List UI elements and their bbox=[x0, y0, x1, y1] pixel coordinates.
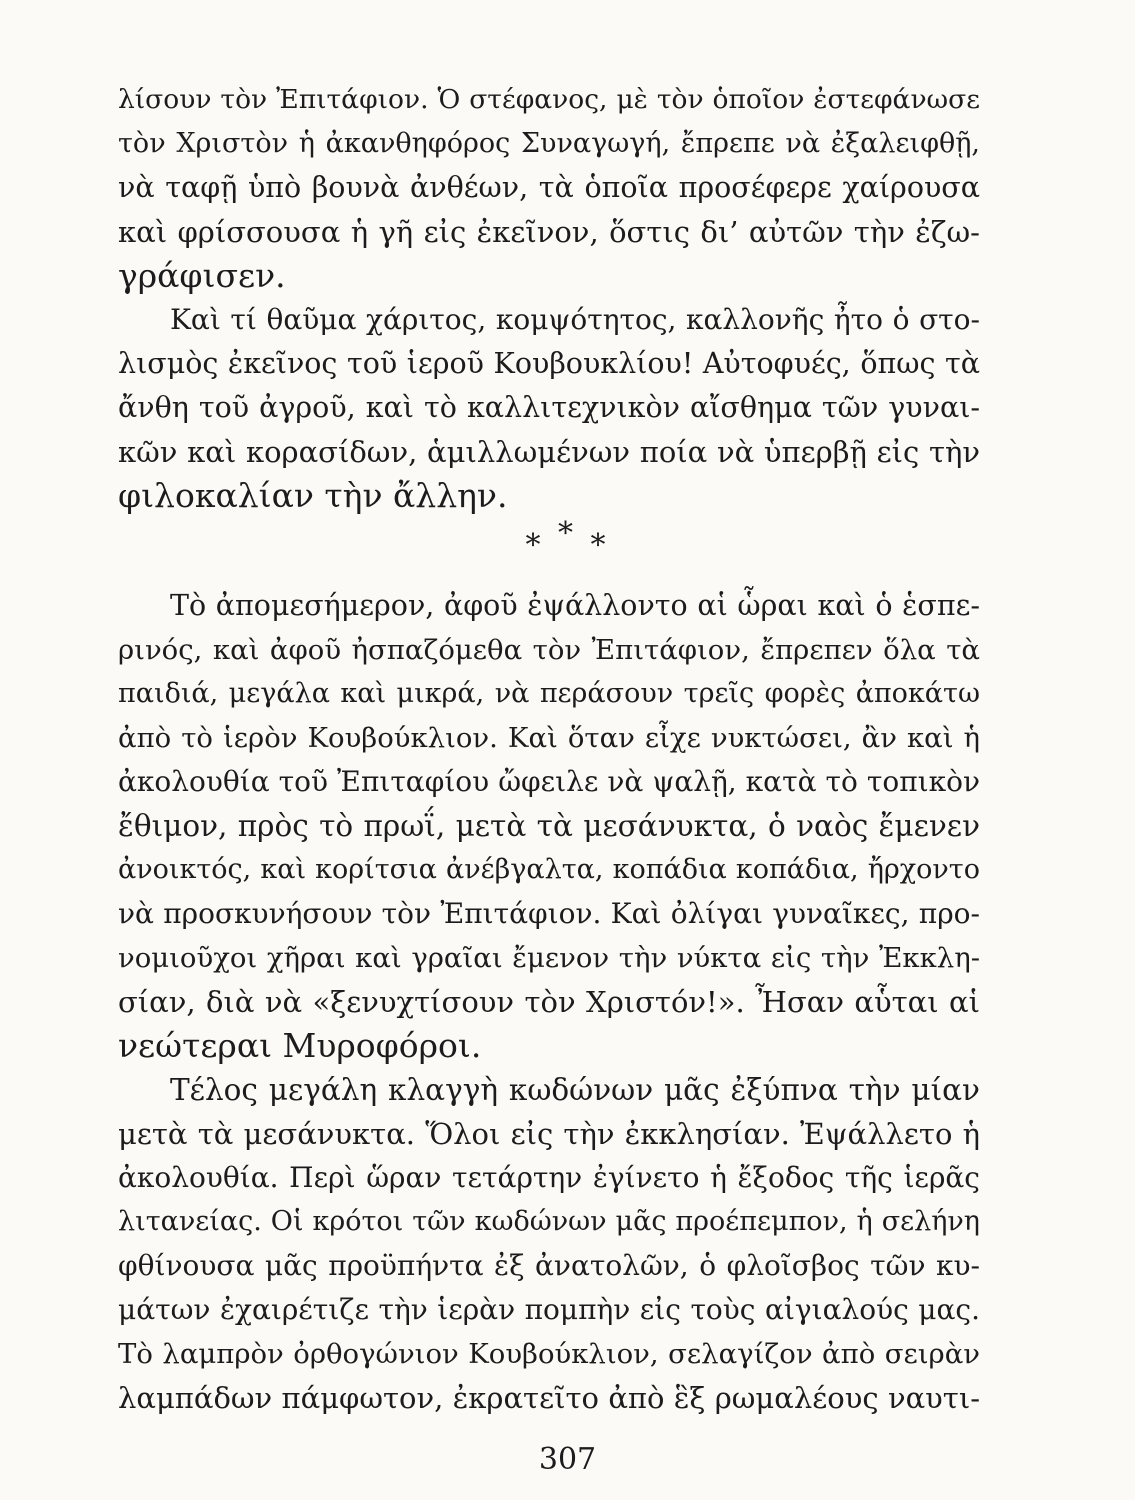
text-line: τὸν Χριστὸν ἡ ἀκανθηφόρος Συναγωγή, ἔπρεπε νὰ ἐξαλειφθῇ, bbox=[118, 128, 980, 159]
text-line: ἀπὸ τὸ ἱερὸν Κουβούκλιον. Καὶ ὅταν εἶχε νυκτώσει, ἂν καὶ ἡ bbox=[118, 722, 980, 754]
text-line: λαμπάδων πάμφωτον, ἐκρατεῖτο ἀπὸ ἓξ ρωμαλέους ναυτι- bbox=[118, 1381, 980, 1415]
text-line: ἀκολουθία. Περὶ ὥραν τετάρτην ἐγίνετο ἡ ἔξοδος τῆς ἱερᾶς bbox=[118, 1161, 980, 1194]
text-line: νὰ προσκυνήσουν τὸν Ἐπιτάφιον. Καὶ ὀλίγαι γυναῖκες, προ- bbox=[118, 897, 980, 930]
text-line: Καὶ τί θαῦμα χάριτος, κομψότητος, καλλονῆς ἦτο ὁ στο- bbox=[170, 303, 980, 336]
asterisk: * bbox=[558, 516, 577, 551]
text-line: σίαν, διὰ νὰ «ξενυχτίσουν τὸν Χριστόν!». Ἦσαν αὗται αἱ bbox=[118, 985, 980, 1019]
text-line: λίσουν τὸν Ἐπιτάφιον. Ὁ στέφανος, μὲ τὸν ὁποῖον ἐστεφάνωσε bbox=[118, 84, 980, 115]
text-line: ἔθιμον, πρὸς τὸ πρωΐ, μετὰ τὰ μεσάνυκτα, ὁ ναὸς ἔμενεν bbox=[118, 809, 980, 843]
text-line: καὶ φρίσσουσα ἡ γῆ εἰς ἐκεῖνον, ὅστις δι’ αὐτῶν τὴν ἐζω- bbox=[118, 215, 980, 249]
text-line: γράφισεν. bbox=[118, 256, 286, 295]
text-line: νὰ ταφῇ ὑπὸ βουνὰ ἀνθέων, τὰ ὁποῖα προσέφερε χαίρουσα bbox=[118, 171, 980, 204]
text-line: Τὸ λαμπρὸν ὀρθογώνιον Κουβούκλιον, σελαγίζον ἀπὸ σειρὰν bbox=[118, 1338, 980, 1370]
text-line: ἀκολουθία τοῦ Ἐπιταφίου ὤφειλε νὰ ψαλῇ, κατὰ τὸ τοπικὸν bbox=[118, 765, 980, 798]
text-line: Τὸ ἀπομεσήμερον, ἀφοῦ ἐψάλλοντο αἱ ὧραι καὶ ὁ ἑσπε- bbox=[170, 589, 980, 622]
asterisk: * bbox=[590, 528, 610, 563]
asterisk: * bbox=[525, 528, 545, 563]
text-line: νομιοῦχοι χῆραι καὶ γραῖαι ἔμενον τὴν νύκτα εἰς τὴν Ἐκκλη- bbox=[118, 942, 980, 974]
text-line: Τέλος μεγάλη κλαγγὴ κωδώνων μᾶς ἐξύπνα τὴν μίαν bbox=[170, 1073, 980, 1107]
text-line: ρινός, καὶ ἀφοῦ ἠσπαζόμεθα τὸν Ἐπιτάφιον, ἔπρεπεν ὅλα τὰ bbox=[118, 634, 980, 666]
text-line: παιδιά, μεγάλα καὶ μικρά, νὰ περάσουν τρεῖς φορὲς ἀποκάτω bbox=[118, 678, 980, 709]
section-break-asterism bbox=[0, 516, 1135, 563]
text-line: μάτων ἐχαιρέτιζε τὴν ἱερὰν πομπὴν εἰς τοὺς αἰγιαλούς μας. bbox=[118, 1293, 980, 1326]
text-line: φιλοκαλίαν τὴν ἄλλην. bbox=[118, 476, 508, 515]
text-line: ἄνθη τοῦ ἀγροῦ, καὶ τὸ καλλιτεχνικὸν αἴσθημα τῶν γυναι- bbox=[118, 391, 980, 424]
text-line: νεώτεραι Μυροφόροι. bbox=[118, 1026, 482, 1065]
page-number: 307 bbox=[538, 1442, 597, 1477]
text-line: φθίνουσα μᾶς προϋπήντα ἐξ ἀνατολῶν, ὁ φλοῖσβος τῶν κυ- bbox=[118, 1249, 980, 1282]
text-line: μετὰ τὰ μεσάνυκτα. Ὅλοι εἰς τὴν ἐκκλησίαν. Ἐψάλλετο ἡ bbox=[118, 1117, 980, 1151]
text-line: λισμὸς ἐκεῖνος τοῦ ἱεροῦ Κουβουκλίου! Αὐτοφυές, ὅπως τὰ bbox=[118, 347, 980, 380]
text-line: κῶν καὶ κορασίδων, ἁμιλλωμένων ποία νὰ ὑπερβῇ εἰς τὴν bbox=[118, 435, 980, 469]
text-line: λιτανείας. Οἱ κρότοι τῶν κωδώνων μᾶς προέπεμπον, ἡ σελήνη bbox=[118, 1206, 980, 1237]
text-line: ἀνοικτός, καὶ κορίτσια ἀνέβγαλτα, κοπάδια κοπάδια, ἤρχοντο bbox=[118, 854, 980, 885]
